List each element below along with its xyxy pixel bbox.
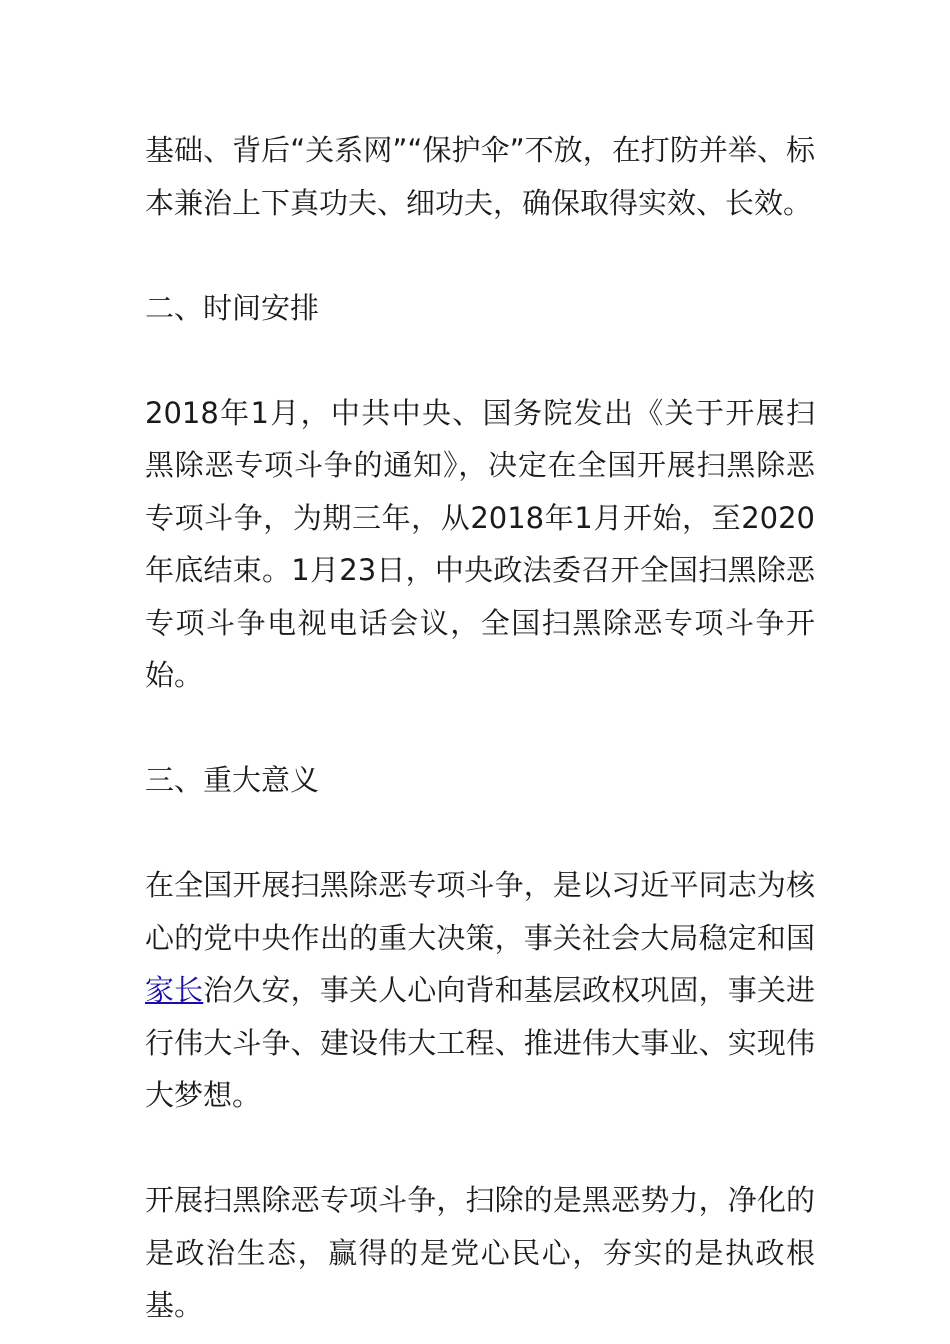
paragraph-gap xyxy=(145,1122,815,1175)
paragraph-text: 在全国开展扫黑除恶专项斗争，是以习近平同志为核心的党中央作出的重大决策，事关社会大局稳定和国 xyxy=(145,868,815,955)
paragraph-significance xyxy=(145,859,815,1122)
paragraph-gap xyxy=(145,702,815,755)
paragraph-continuation: 基础、背后“关系网”“保护伞”不放，在打防并举、标本兼治上下真功夫、细功夫，确保取得实效、长效。 xyxy=(145,133,815,220)
paragraph-gap xyxy=(145,334,815,387)
section-heading-schedule: 二、时间安排 xyxy=(145,290,320,325)
paragraph-gap xyxy=(145,807,815,860)
paragraph-summary: 开展扫黑除恶专项斗争，扫除的是黑恶势力，净化的是政治生态，赢得的是党心民心，夯实的是执政根基。 xyxy=(145,1183,815,1322)
inline-link[interactable]: 家长 xyxy=(145,973,204,1007)
document-page xyxy=(145,124,815,1332)
paragraph-gap xyxy=(145,229,815,282)
section-heading-significance: 三、重大意义 xyxy=(145,763,320,797)
paragraph-text: 治久安，事关人心向背和基层政权巩固，事关进行伟大斗争、建设伟大工程、推进伟大事业、实现伟大梦想。 xyxy=(145,973,815,1112)
paragraph-schedule: 2018年1月，中共中央、国务院发出《关于开展扫黑除恶专项斗争的通知》，决定在全国开展扫黑除恶专项斗争，为期三年，从2018年1月开始，至2020年底结束。1月23日，中央政法委召开全国扫黑除恶专项斗争电视电话会议，全国扫黑除恶专项斗争开始。 xyxy=(145,395,815,692)
